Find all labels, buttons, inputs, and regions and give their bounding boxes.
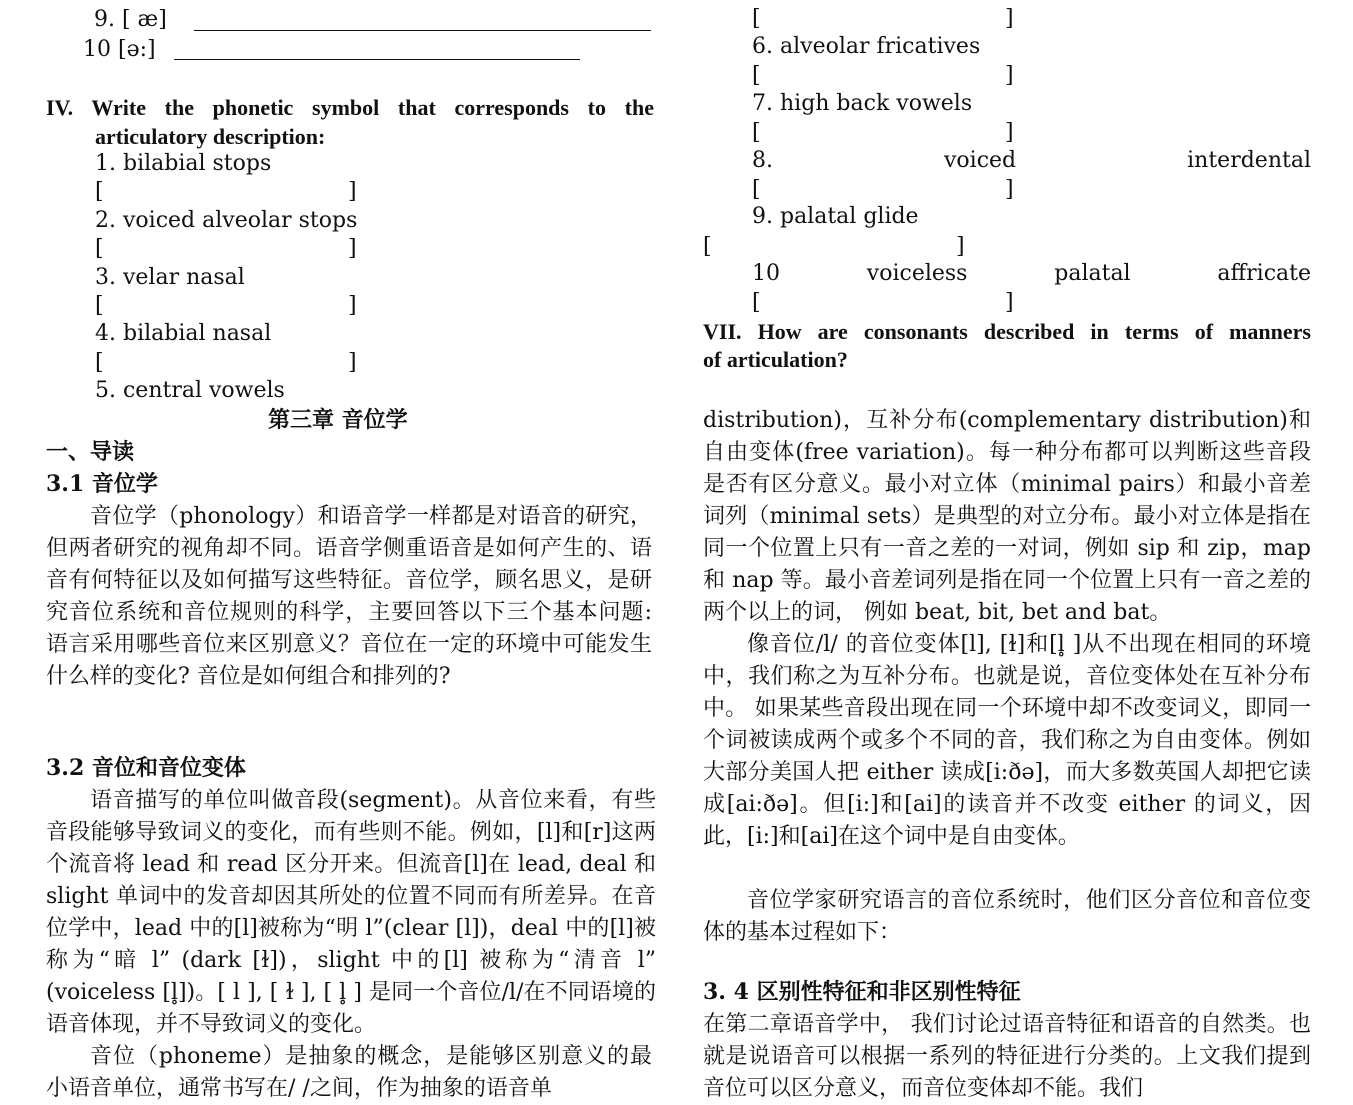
item-10-word-palatal: palatal [1054,261,1131,286]
bracket-open: [ [95,293,104,318]
bracket-close: ] [348,236,357,261]
bracket-open: [ [95,236,104,261]
s6-item-8 [752,147,1311,175]
section-3-2-paragraph-1: 语音描写的单位叫做音段(segment)。从音位来看，有些音段能够导致词义的变化，而有些则不能。例如，[l]和[r]这两个流音将 lead 和 read 区分开来。但流音[l]在 lead, deal 和 slight 单词中的发音却因其所处的位置不同而有所差异。在音位学中，lead 中的[l]被称为“明 l”(clear [l])，deal 中的[l]被称为“暗 l” (dark [ɫ])，slight 中的[l] 被称为“清音 l” (voiceless [l̥])。[ l ], [ ɫ ], [ l̥ ] 是同一个音位/l/在不同语境的语音体现，并不导致词义的变化。 [46,788,656,1037]
section-3-4-heading: 3. 4 区别性特征和非区别性特征 [703,979,1021,1005]
bracket-close: ] [1005,63,1014,88]
bracket-open: [ [752,177,761,202]
bracket-open: [ [703,234,712,259]
section-7-title-line1: VII. How are consonants described in terms of manners [703,319,1311,344]
section-3-2-paragraph-2: 音位（phoneme）是抽象的概念，是能够区别意义的最小语音单位，通常书写在/ /之间，作为抽象的语音单 [46,1044,652,1101]
section-7-title-line2: of articulation? [703,347,848,372]
item-10-word-affricate: affricate [1217,261,1311,286]
section-4-title-line1: IV. Write the phonetic symbol that corresponds to the [46,95,654,120]
bracket-close: ] [348,179,357,204]
s4-item-5: 5. central vowels [95,378,285,403]
bracket-open: [ [95,350,104,375]
bracket-open: [ [752,6,761,31]
bracket-open: [ [95,179,104,204]
bracket-open: [ [752,63,761,88]
s6-item-6: 6. alveolar fricatives [752,34,981,59]
bracket-close: ] [348,350,357,375]
item-8-number: 8. [752,148,773,173]
section-4-title-line2: articulatory description: [95,124,326,149]
s6-item-9: 9. palatal glide [752,204,919,229]
bracket-close: ] [1005,120,1014,145]
s4-item-2: 2. voiced alveolar stops [95,208,358,233]
chapter-title: 第三章 音位学 [268,407,408,433]
procedure-paragraph: 音位学家研究语言的音位系统时，他们区分音位和音位变体的基本过程如下： [703,888,1311,945]
s4-item-1: 1. bilabial stops [95,151,272,176]
item-10-label: 10 [ə:] [83,37,156,62]
s6-item-7: 7. high back vowels [752,91,973,116]
section-3-2-heading: 3.2 音位和音位变体 [46,755,246,781]
bracket-close: ] [1005,290,1014,315]
bracket-close: ] [956,234,965,259]
bracket-open: [ [752,120,761,145]
answer-line-10[interactable] [174,59,580,60]
bracket-close: ] [1005,177,1014,202]
s4-item-3: 3. velar nasal [95,265,245,290]
s6-item-10 [752,260,1311,288]
intro-heading: 一、导读 [46,439,135,465]
allophone-paragraph: 像音位/l/ 的音位变体[l], [ɫ]和[l̥ ]从不出现在相同的环境中，我们称之为互补分布。也就是说，音位变体处在互补分布中。 如果某些音段出现在同一个环境中却不改变词义，即同一个词被读成两个或多个不同的音，我们称之为自由变体。例如大部分美国人把 either 读成[i:ðə]，而大多数英国人却把它读成[ai:ðə]。但[i:]和[ai]的读音并不改变 either 的词义，因此，[i:]和[ai]在这个词中是自由变体。 [703,632,1311,849]
s4-item-4: 4. bilabial nasal [95,321,272,346]
section-3-4-paragraph: 在第二章语音学中， 我们讨论过语音特征和语音的自然类。也就是说语音可以根据一系列的特征进行分类的。上文我们提到音位可以区分意义，而音位变体却不能。我们 [703,1012,1311,1101]
item-10-number: 10 [752,261,780,286]
bracket-close: ] [1005,6,1014,31]
section-3-1-heading: 3.1 音位学 [46,471,158,497]
item-8-word-interdental: interdental [1187,148,1311,173]
bracket-close: ] [348,293,357,318]
item-9-label: 9. [ æ] [94,7,167,32]
item-10-word-voiceless: voiceless [866,261,968,286]
item-8-word-voiced: voiced [944,148,1017,173]
section-3-1-paragraph: 音位学（phonology）和语音学一样都是对语音的研究，但两者研究的视角却不同。语音学侧重语音是如何产生的、语音有何特征以及如何描写这些特征。音位学，顾名思义，是研究音位系统和音位规则的科学，主要回答以下三个基本问题: 语言采用哪些音位来区别意义？音位在一定的环境中可能发生什么样的变化? 音位是如何组合和排列的? [46,504,652,689]
answer-line-9[interactable] [194,30,651,31]
bracket-open: [ [752,290,761,315]
distribution-paragraph: distribution)，互补分布(complementary distribution)和自由变体(free variation)。每一种分布都可以判断这些音段是否有区分意义。最小对立体（minimal pairs）和最小音差词列（minimal sets）是典型的对立分布。最小对立体是指在同一个位置上只有一音之差的一对词，例如 sip 和 zip，map 和 nap 等。最小音差词列是指在同一个位置上只有一音之差的两个以上的词， 例如 beat, bit, bet and bat。 [703,408,1311,625]
